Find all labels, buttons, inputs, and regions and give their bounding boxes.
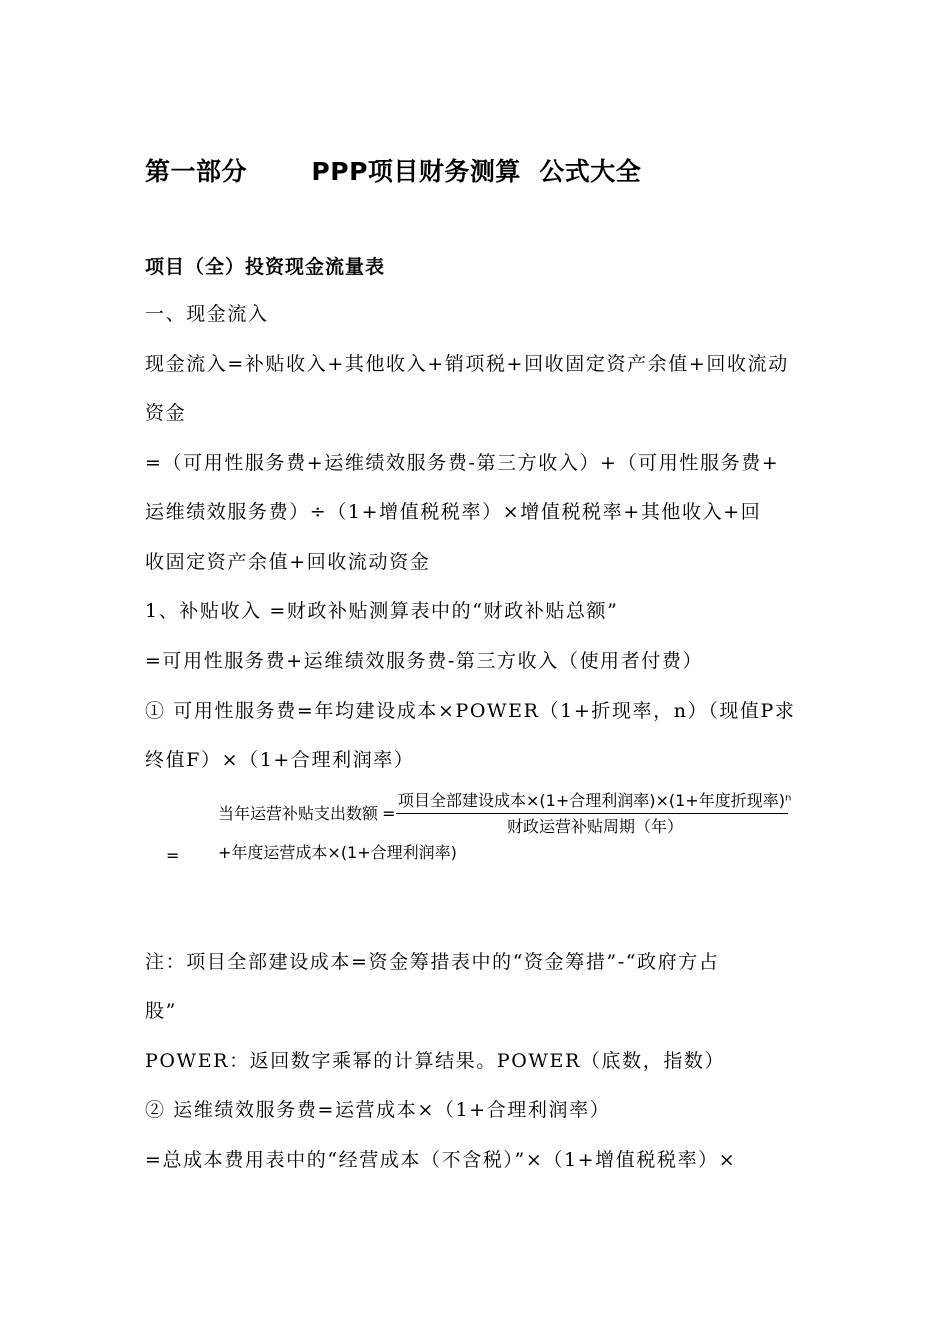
formula-plus-term: +年度运营成本×(1+合理利润率)	[218, 843, 457, 862]
note-line: 股”	[145, 1000, 177, 1022]
note-line: 注：项目全部建设成本=资金筹措表中的“资金筹措”-“政府方占	[145, 951, 720, 973]
note-line: =总成本费用表中的“经营成本（不含税）”×（1+增值税税率）×	[145, 1149, 737, 1171]
formula-denominator: 财政运营补贴周期（年）	[507, 817, 684, 836]
text-line: 1、补贴收入 =财政补贴测算表中的“财政补贴总额”	[145, 600, 619, 622]
text-line: 资金	[145, 402, 187, 424]
text-line: 运维绩效服务费）÷（1+增值税税率）×增值税税率+其他收入+回	[145, 501, 762, 523]
heading-cash-inflow: 一、现金流入	[145, 303, 269, 325]
formula-left-equals: =	[166, 846, 180, 865]
text-line: =（可用性服务费+运维绩效服务费-第三方收入）+（可用性服务费+	[145, 452, 780, 474]
text-line: =可用性服务费+运维绩效服务费-第三方收入（使用者付费）	[145, 650, 704, 672]
text-line: ① 可用性服务费=年均建设成本×POWER（1+折现率，n）（现值P求	[145, 700, 796, 722]
fraction-bar	[396, 813, 788, 814]
text-line: 终值F）×（1+合理利润率）	[145, 749, 415, 771]
formula-lhs: 当年运营补贴支出数额	[218, 804, 379, 823]
text-line: 收固定资产余值+回收流动资金	[145, 551, 431, 573]
note-line: POWER：返回数字乘幂的计算结果。POWER（底数，指数）	[145, 1050, 726, 1072]
note-line: ② 运维绩效服务费=运营成本×（1+合理利润率）	[145, 1099, 611, 1121]
formula-numerator: 项目全部建设成本×(1+合理利润率)×(1+年度折现率)ⁿ	[398, 791, 792, 810]
text-line: 现金流入=补贴收入+其他收入+销项税+回收固定资产余值+回收流动	[145, 353, 789, 375]
formula-equals: =	[382, 804, 396, 823]
section-heading: 项目（全）投资现金流量表	[145, 256, 386, 278]
document-title: 第一部分 PPP项目财务测算 公式大全	[145, 157, 642, 186]
